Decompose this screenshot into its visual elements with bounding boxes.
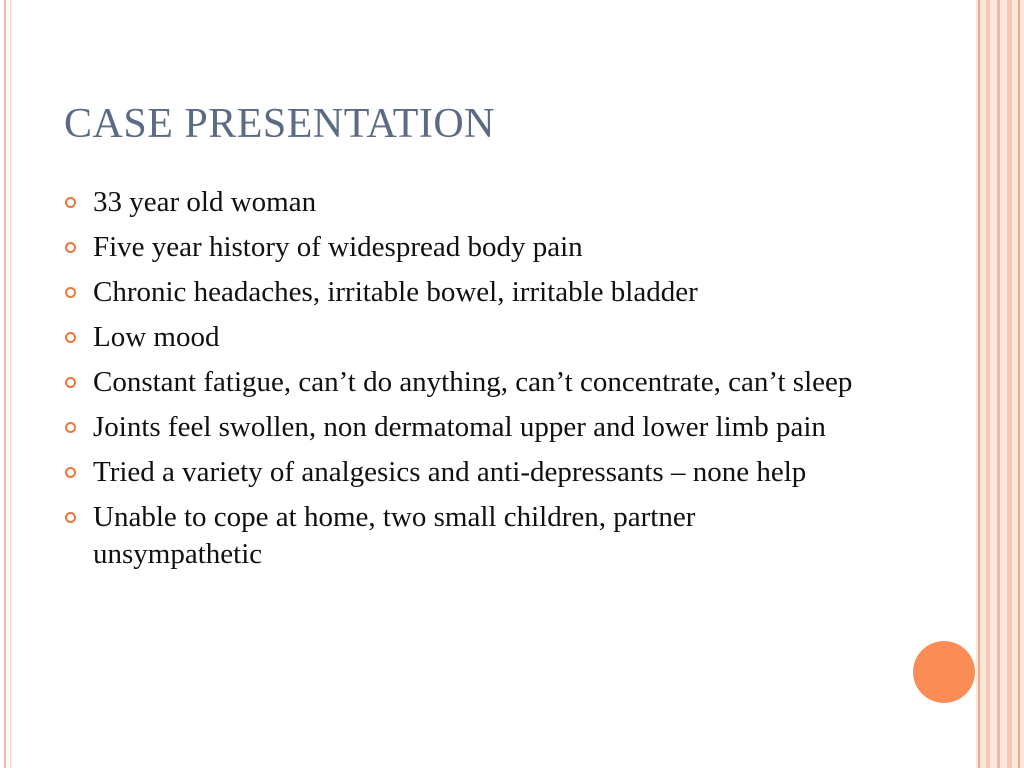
bullet-circle-icon: [65, 197, 76, 208]
right-decorative-band: [976, 0, 1024, 768]
bullet-item: [64, 184, 854, 221]
bullet-circle-icon: [65, 332, 76, 343]
right-stripe: [1018, 0, 1020, 768]
bullet-text: Five year history of widespread body pain: [93, 231, 583, 263]
slide-title: CASE PRESENTATION: [64, 101, 496, 147]
right-stripe: [986, 0, 990, 768]
bullet-text: Joints feel swollen, non dermatomal upper and lower limb pain: [93, 411, 826, 443]
bullet-text: 33 year old woman: [93, 186, 317, 218]
bullet-text: Chronic headaches, irritable bowel, irritable bladder: [93, 276, 698, 308]
bullet-circle-icon: [65, 377, 76, 388]
left-border-line: [4, 0, 6, 768]
bullet-text: Tried a variety of analgesics and anti-depressants – none help: [93, 456, 807, 488]
left-border-line-inner: [10, 0, 11, 768]
bullet-circle-icon: [65, 467, 76, 478]
bullet-item: [64, 409, 854, 446]
bullet-item: [64, 454, 854, 491]
bullet-item: [64, 499, 854, 573]
bullet-circle-icon: [65, 242, 76, 253]
bullet-text: Constant fatigue, can’t do anything, can’t concentrate, can’t sleep: [93, 366, 853, 398]
bullet-circle-icon: [65, 512, 76, 523]
bullet-list: [64, 184, 854, 581]
bullet-item: [64, 319, 854, 356]
decorative-circle: [913, 641, 975, 703]
bullet-text: Low mood: [93, 321, 220, 353]
bullet-item: [64, 364, 854, 401]
bullet-item: [64, 274, 854, 311]
bullet-item: [64, 229, 854, 266]
right-stripe: [978, 0, 980, 768]
bullet-circle-icon: [65, 287, 76, 298]
bullet-circle-icon: [65, 422, 76, 433]
bullet-text: Unable to cope at home, two small children, partner unsympathetic: [93, 501, 696, 570]
right-stripe: [1007, 0, 1012, 768]
right-stripe: [997, 0, 1000, 768]
